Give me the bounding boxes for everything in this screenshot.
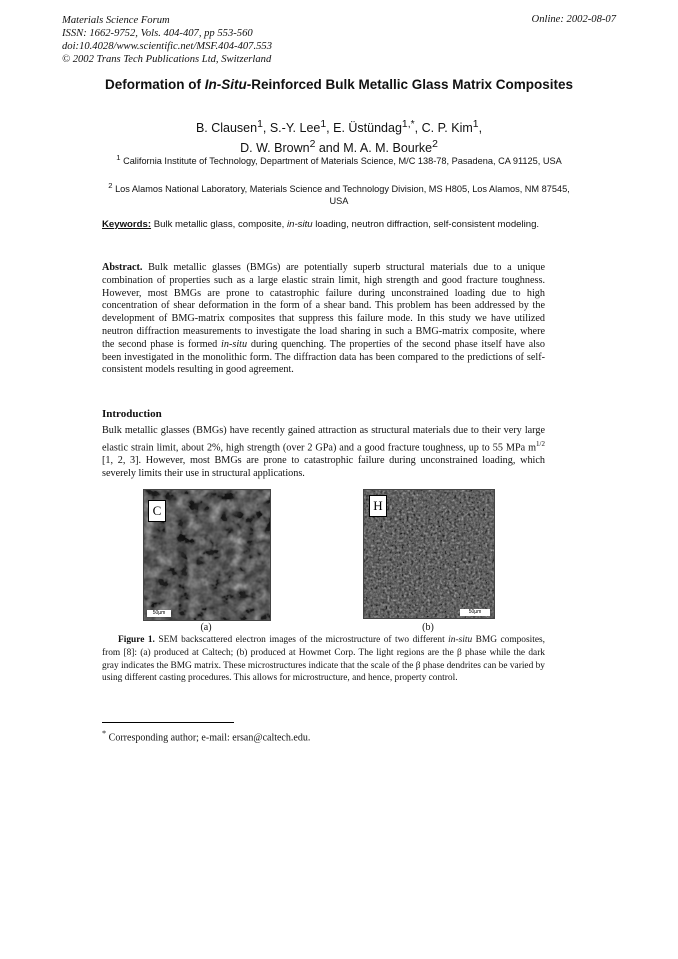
journal-header <box>62 14 272 66</box>
title-part-1: Deformation of <box>104 77 205 92</box>
panel-label-a: (a) <box>200 622 212 633</box>
author-name: E. Üstündag <box>333 121 402 136</box>
affiliation-1 <box>100 152 578 167</box>
footnote-rule <box>102 722 234 723</box>
author-name: D. W. Brown <box>240 140 310 155</box>
author-sup: 2 <box>309 138 316 150</box>
author-name: C. P. Kim <box>421 121 473 136</box>
title-part-2: -Reinforced Bulk Metallic Glass Matrix Composites <box>246 77 574 92</box>
caption-italic: in-situ <box>448 635 473 645</box>
affiliation-text: California Institute of Technology, Department of Materials Science, M/C 138-78, Pasadena, CA 91125, USA <box>123 156 562 167</box>
author-name: M. A. M. Bourke <box>343 140 433 155</box>
abstract-label: Abstract. <box>102 262 143 273</box>
footnote-mark: * <box>102 729 107 738</box>
journal-name: Materials Science Forum <box>62 15 170 26</box>
introduction-text <box>102 425 545 481</box>
author-list: B. Clausen$^1$, S.-Y. Lee$^1$, E. Üstündag$^{1,*}$, C. P. Kim$^1$, D. W. Brown$^2$ and M. A. M. Bourke$^2$ <box>195 119 483 155</box>
author-and: and <box>318 140 340 155</box>
abstract-text: during quenching. The properties of the second phase itself have also been investigated in the monolithic form. The diffraction data has been compared to the predictions of self-consistent models resulting in good agreement. <box>102 338 545 376</box>
abstract <box>102 262 545 377</box>
footnote <box>102 729 310 743</box>
sem-image-b <box>363 489 495 619</box>
keywords-italic: in-situ <box>287 219 313 230</box>
affiliation-text: Los Alamos National Laboratory, Materials Science and Technology Division, MS H805, Los Alamos, NM 87545, USA <box>115 184 570 207</box>
intro-text: [1, 2, 3]. However, most BMGs are prone to catastrophic failure during unconstrained loading, which severely limits their use in structural applications. <box>102 454 545 479</box>
keywords-label: Keywords: <box>102 219 152 230</box>
intro-sup: 1/2 <box>536 439 545 448</box>
figure-caption <box>102 634 545 685</box>
abstract-italic: in-situ <box>221 338 248 350</box>
online-date: Online: 2002-08-07 <box>531 14 616 25</box>
paper-title <box>100 76 578 93</box>
keywords-text: loading, neutron diffraction, self-consistent modeling. <box>312 219 540 230</box>
footnote-text: Corresponding author; e-mail: ersan@caltech.edu. <box>108 732 311 744</box>
affiliation-number: 2 <box>108 181 113 190</box>
author-sup: 1,* <box>401 119 415 130</box>
panel-letter-b: H <box>369 495 387 517</box>
author-name: S.-Y. Lee <box>269 121 321 136</box>
keywords-text: Bulk metallic glass, composite, <box>153 219 288 230</box>
intro-text: Bulk metallic glasses (BMGs) have recently gained attraction as structural materials due to their very large elastic strain limit, about 2%, high strength (over 2 GPa) and a good fracture toughness, up to 55 MPa m <box>102 425 545 454</box>
panel-letter-a: C <box>148 500 166 522</box>
scale-bar-a: 50µm <box>147 610 171 617</box>
copyright-line: © 2002 Trans Tech Publications Ltd, Switzerland <box>62 54 272 65</box>
issn-line: ISSN: 1662-9752, Vols. 404-407, pp 553-560 <box>62 28 253 39</box>
author-name: B. Clausen <box>195 121 258 136</box>
caption-label: Figure 1. <box>118 635 155 645</box>
author-sup: 2 <box>432 138 438 150</box>
panel-label-b: (b) <box>422 622 434 633</box>
caption-text: SEM backscattered electron images of the microstructure of two different <box>158 635 449 645</box>
section-heading-introduction: Introduction <box>102 408 162 420</box>
affiliation-2 <box>100 180 578 207</box>
author-sup: 1 <box>472 119 479 130</box>
abstract-text: Bulk metallic glasses (BMGs) are potentially superb structural materials due to a unique combination of properties such as a large elastic strain limit, high strength and good fracture toughness. However, most BMGs are prone to catastrophic failure during unconstrained loading due to high concentration of shear deformation in the form of a shear band. This problem has been addressed by the development of BMG-matrix composites that suppress this failure mode. In this study we have utilized neutron diffraction measurements to investigate the load sharing in such a BMG-matrix composite, where the second phase is formed <box>102 262 545 350</box>
doi-line: doi:10.4028/www.scientific.net/MSF.404-407.553 <box>62 41 272 52</box>
author-sup: 1 <box>257 119 263 130</box>
affiliation-number: 1 <box>116 153 121 162</box>
keywords <box>102 219 545 232</box>
sem-image-a <box>143 489 271 621</box>
caption-text: BMG composites, from [8]: (a) produced at Caltech; (b) produced at Howmet Corp. The light regions are the β phase while the dark gray indicates the BMG matrix. These microstructures indicate that the scale of the β phase dendrites can be varied by using different casting procedures. This allows for microstructure, and hence, property control. <box>102 635 545 684</box>
title-italic: In-Situ <box>204 77 247 92</box>
scale-bar-b: 50µm <box>460 609 490 616</box>
author-sup: 1 <box>320 119 327 130</box>
